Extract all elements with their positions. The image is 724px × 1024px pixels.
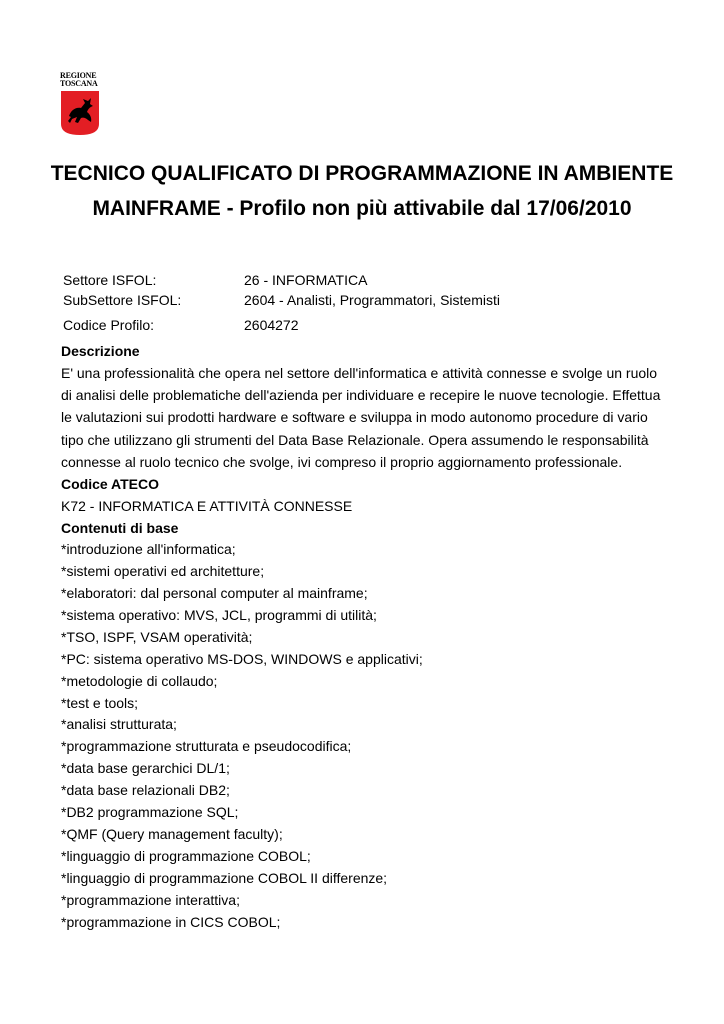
list-item: *sistema operativo: MVS, JCL, programmi di utilità; — [61, 606, 377, 623]
meta-label: Settore ISFOL: — [63, 272, 157, 288]
descrizione-heading: Descrizione — [61, 343, 140, 359]
contenuti-list — [61, 539, 661, 933]
list-item: *data base gerarchici DL/1; — [61, 760, 230, 777]
meta-label: Codice Profilo: — [63, 317, 155, 333]
descrizione-text: E' una professionalità che opera nel settore dell'informatica e attività connesse e svolge un ruolo di analisi delle problematiche dell'azienda per individuare e recepire le nuove tecnologie. Effettua le valutazioni sui prodotti hardware e software e sviluppa in modo autonomo procedure di vario tipo che utilizzano gli strumenti del Data Base Relazionale. Opera assumendo le responsabilità connesse al ruolo tecnico che svolge, ivi compreso il proprio aggiornamento professionale. — [61, 365, 661, 470]
list-item: *PC: sistema operativo MS-DOS, WINDOWS e applicativi; — [61, 650, 423, 667]
pegasus-shield-icon — [60, 90, 100, 136]
meta-value: 26 - INFORMATICA — [244, 272, 368, 288]
meta-label: SubSettore ISFOL: — [63, 292, 182, 308]
list-item: *sistemi operativi ed architetture; — [61, 563, 265, 580]
list-item: *QMF (Query management faculty); — [61, 826, 283, 842]
list-item: *programmazione in CICS COBOL; — [61, 913, 281, 930]
list-item: *data base relazionali DB2; — [61, 782, 230, 799]
logo-text-line1: REGIONE — [60, 71, 97, 80]
list-item: *programmazione interattiva; — [61, 891, 240, 908]
list-item: *metodologie di collaudo; — [61, 672, 218, 689]
list-item: *programmazione strutturata e pseudocodifica; — [61, 738, 352, 755]
list-item: *analisi strutturata; — [61, 716, 177, 733]
list-item: *DB2 programmazione SQL; — [61, 804, 239, 821]
meta-value: 2604 - Analisti, Programmatori, Sistemisti — [244, 292, 500, 308]
list-item: *test e tools; — [61, 694, 139, 711]
list-item: *elaboratori: dal personal computer al mainframe; — [61, 585, 368, 602]
list-item: *introduzione all'informatica; — [61, 541, 236, 558]
ateco-heading: Codice ATECO — [61, 476, 160, 493]
meta-value: 2604272 — [244, 317, 299, 333]
ateco-text: K72 - INFORMATICA E ATTIVITÀ CONNESSE — [61, 498, 353, 515]
page-title: TECNICO QUALIFICATO DI PROGRAMMAZIONE IN AMBIENTE MAINFRAME - Profilo non più attivabile dal 17/06/2010 — [50, 162, 674, 220]
profile-content — [61, 340, 661, 934]
list-item: *linguaggio di programmazione COBOL; — [61, 847, 311, 864]
list-item: *linguaggio di programmazione COBOL II differenze; — [61, 869, 388, 886]
list-item: *TSO, ISPF, VSAM operatività; — [61, 628, 253, 645]
regione-toscana-logo — [60, 72, 102, 136]
logo-text-line2: TOSCANA — [60, 79, 98, 88]
contenuti-heading: Contenuti di base — [61, 520, 179, 537]
